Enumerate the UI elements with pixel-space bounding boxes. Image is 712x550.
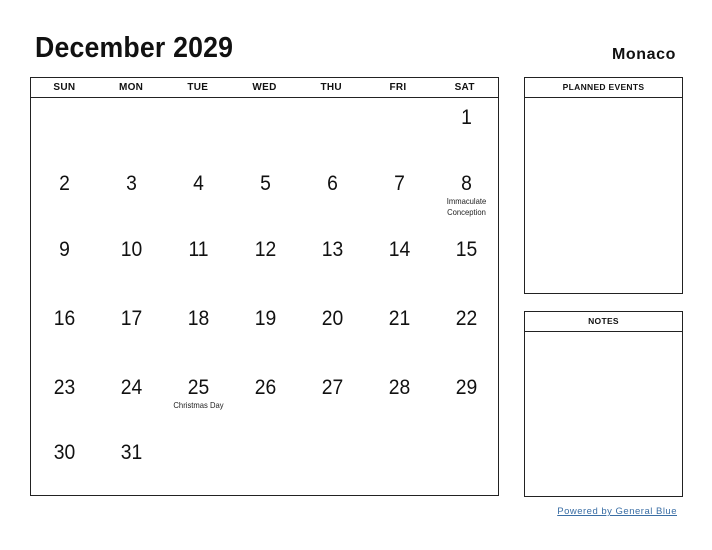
day-number: 15 [455,238,478,261]
weekday-thu: THU [320,82,342,93]
day-number: 7 [394,172,405,195]
day-number: 13 [321,238,344,261]
day-cell [31,441,98,465]
day-cell [165,238,232,262]
day-cell [433,376,500,400]
day-cell [299,238,366,262]
day-number: 4 [193,172,204,195]
day-cell [31,238,98,262]
day-cell [232,172,299,196]
weekday-fri: FRI [389,82,407,93]
day-number: 6 [327,172,338,195]
day-number: 28 [388,376,411,399]
day-cell [366,376,433,400]
day-cell [98,376,165,400]
day-number: 20 [321,307,344,330]
day-number: 26 [254,376,277,399]
day-cell [165,376,232,411]
day-cell [165,172,232,196]
day-number: 27 [321,376,344,399]
day-number: 30 [53,441,76,464]
calendar-grid [30,77,499,496]
planned-events-header: PLANNED EVENTS [525,78,682,98]
day-number: 25 [187,376,210,399]
notes-header: NOTES [525,312,682,332]
day-cell [98,441,165,465]
day-number: 24 [120,376,143,399]
day-cell [366,307,433,331]
day-number: 9 [59,238,70,261]
day-cell [98,238,165,262]
day-cell [433,238,500,262]
planned-events-panel [524,77,683,294]
holiday-label: Christmas Day [173,400,224,410]
day-number: 17 [120,307,143,330]
day-number: 11 [188,238,209,261]
day-cell [366,172,433,196]
day-number: 14 [388,238,411,261]
month-title: December 2029 [35,32,234,64]
day-number: 12 [254,238,277,261]
day-cell [165,307,232,331]
holiday-label: Immaculate Conception [446,196,487,217]
weekday-wed: WED [252,82,277,93]
day-cell [31,376,98,400]
day-cell [98,307,165,331]
day-cell [433,307,500,331]
day-cell [299,307,366,331]
day-number: 21 [388,307,411,330]
day-number: 2 [59,172,70,195]
day-cell [366,238,433,262]
day-number: 16 [53,307,76,330]
day-number: 31 [120,441,143,464]
day-cell [232,376,299,400]
day-cell [433,106,500,130]
day-number: 23 [53,376,76,399]
country-label: Monaco [611,46,676,63]
day-cell [433,172,500,218]
day-number: 1 [461,106,472,129]
day-number: 29 [455,376,478,399]
day-number: 19 [254,307,277,330]
weekday-mon: MON [118,82,144,93]
weekday-header-row [31,78,498,98]
weekday-sat: SAT [454,82,475,93]
day-number: 22 [455,307,478,330]
day-number: 10 [120,238,143,261]
day-cell [31,307,98,331]
powered-by-link[interactable]: Powered by General Blue [557,506,677,517]
day-cell [98,172,165,196]
day-cell [232,307,299,331]
day-number: 5 [260,172,271,195]
weekday-sun: SUN [53,82,76,93]
day-number: 8 [461,172,472,195]
notes-panel [524,311,683,497]
weekday-tue: TUE [187,82,209,93]
day-number: 3 [126,172,137,195]
day-cell [299,376,366,400]
day-number: 18 [187,307,210,330]
day-cell [299,172,366,196]
day-cell [31,172,98,196]
day-cell [232,238,299,262]
